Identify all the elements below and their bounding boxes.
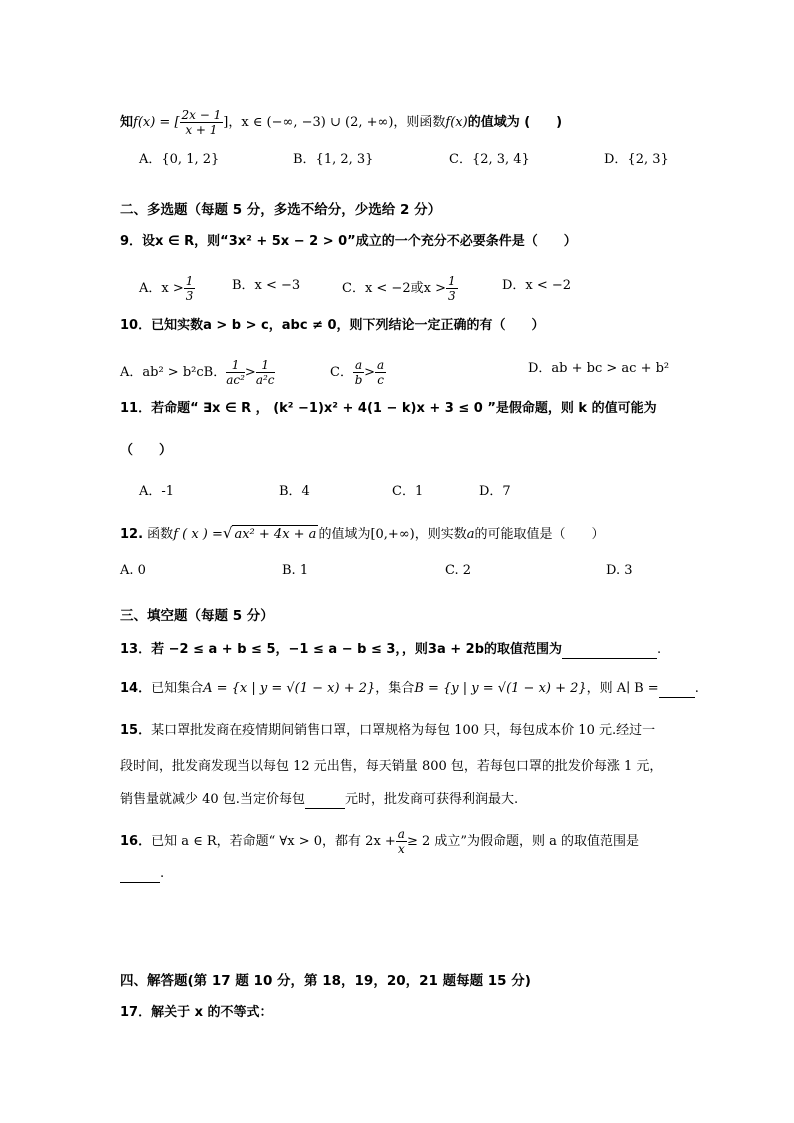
q10-option-c — [330, 358, 386, 387]
q9-option-a-fraction — [184, 274, 196, 303]
q16-fraction — [396, 827, 407, 856]
q10-option-a: A．ab² > b²c — [120, 365, 204, 380]
q12-mid: 的值域为 — [318, 527, 371, 542]
q13-line — [120, 640, 661, 659]
q15-line3-b: 元时，批发商可获得利润最大. — [344, 792, 519, 807]
q12-line — [120, 524, 605, 544]
q8-func-lhs: f(x) = [ — [133, 115, 180, 130]
q16-post: ≥ 2 成立”为假命题，则 a 的取值范围是 — [406, 834, 640, 849]
q10-line — [120, 317, 545, 335]
q10-number: 10． — [120, 318, 152, 333]
q14-number: 14． — [120, 681, 152, 696]
q9-option-c — [342, 274, 458, 303]
q17-text: 解关于 x 的不等式： — [151, 1005, 273, 1020]
q9-line — [120, 233, 577, 251]
q8-frac-den: x + 1 — [185, 123, 218, 137]
q10-b-frac1 — [226, 358, 245, 387]
q15-line-1 — [120, 722, 655, 740]
q10-b-frac1-num: 1 — [226, 358, 245, 373]
q8-frac-num: 2x − 1 — [181, 108, 222, 122]
q12-option-a: A. 0 — [120, 563, 146, 578]
q14-post: ，则 A∣ B = — [586, 681, 659, 696]
q13-answer-blank — [562, 640, 657, 659]
q16-frac-den: x — [397, 842, 405, 856]
q11-option-a: A．-1 — [139, 484, 175, 499]
q14-line — [120, 679, 699, 698]
q12-post: ，则实数 — [414, 527, 467, 542]
q10-c-gt: > — [364, 365, 376, 380]
q8-fraction — [180, 108, 224, 137]
q13-text: 若 −2 ≤ a + b ≤ 5，−1 ≤ a − b ≤ 3，，则3a + 2b的取值范围为 — [151, 642, 563, 657]
q16-pre: 已知 a ∈ R，若命题“ ∀x > 0，都有 2x + — [151, 834, 396, 849]
q16-number: 16． — [120, 834, 152, 849]
section-3-heading: 三、填空题（每题 5 分） — [120, 608, 274, 624]
q9-option-d: D．x < −2 — [502, 278, 572, 293]
q14-pre: 已知集合 — [151, 681, 204, 696]
q12-option-b: B. 1 — [282, 563, 309, 578]
q14-end: . — [694, 681, 699, 696]
q9-a-frac-den: 3 — [185, 289, 194, 303]
q11-line — [120, 400, 657, 418]
q16-line — [120, 827, 639, 856]
q12-option-c: C. 2 — [445, 563, 472, 578]
q11-text: 若命题“ ∃x ∈ R ， (k² −1)x² + 4(1 − k)x + 3 ≤ 0 ”是假命题，则 k 的值可能为 — [151, 401, 657, 416]
q16-answer-blank — [120, 864, 160, 883]
q12-range: [0,+∞) — [370, 527, 415, 542]
q12-sqrt-body: ax² + 4x + a — [234, 527, 317, 542]
q15-line3-a: 销售量就减少 40 包.当定价每包 — [120, 792, 305, 807]
q9-option-b: B．x < −3 — [232, 278, 301, 293]
q9-text: 设x ∈ R，则“3x² + 5x − 2 > 0”成立的一个充分不必要条件是（ ） — [142, 234, 577, 249]
q8-option-a: A．{0, 1, 2} — [139, 152, 220, 167]
q15-line-2: 段时间，批发商发现当以每包 12 元出售，每天销量 800 包，若每包口罩的批发价每涨 1 元， — [120, 759, 663, 774]
q10-option-b-label: B． — [203, 365, 227, 380]
q8-prefix: 知 — [120, 115, 134, 130]
q16-blank-line — [120, 864, 164, 883]
q16-end: . — [160, 866, 165, 881]
q10-c-frac2-num: a — [377, 358, 385, 372]
q15-answer-blank — [305, 790, 345, 809]
q11-option-c: C．1 — [392, 484, 424, 499]
section-4-heading: 四、解答题(第 17 题 10 分，第 18，19，20，21 题每题 15 分) — [120, 973, 531, 989]
q8-option-d: D．{2, 3} — [604, 152, 669, 167]
q11-answer-paren: （ ） — [120, 443, 173, 458]
q12-pre: 函数 — [147, 527, 174, 542]
q10-text: 已知实数a > b > c，abc ≠ 0，则下列结论一定正确的有（ ） — [151, 318, 545, 333]
section-2-heading: 二、多选题（每题 5 分，多选不给分，少选给 2 分） — [120, 202, 442, 218]
q14-set-b: B = {y | y = √(1 − x) + 2} — [414, 681, 587, 696]
q13-end: . — [657, 642, 662, 657]
q9-option-c-fraction — [446, 274, 458, 303]
q17-line — [120, 1004, 273, 1022]
q15-line1-text: 某口罩批发商在疫情期间销售口罩，口罩规格为每包 100 只，每包成本价 10 元.经过一 — [151, 723, 656, 738]
q10-b-frac2 — [256, 358, 275, 387]
q11-number: 11． — [120, 401, 152, 416]
q10-b-frac2-num: 1 — [256, 358, 275, 373]
q10-b-gt: > — [244, 365, 256, 380]
q9-number: 9． — [120, 234, 143, 249]
q10-c-frac2 — [375, 358, 386, 387]
q8-option-c: C．{2, 3, 4} — [449, 152, 530, 167]
q9-option-c-text: C．x < −2或x > — [342, 281, 446, 296]
q10-c-frac1-den: b — [354, 373, 363, 387]
q16-frac-num: a — [397, 827, 405, 841]
q11-option-b: B．4 — [279, 484, 310, 499]
q10-options-ab — [120, 358, 275, 387]
q12-sqrt-sign: √ — [222, 524, 233, 542]
q8-line — [120, 108, 562, 137]
q15-line-3 — [120, 790, 518, 809]
q9-c-frac-num: 1 — [447, 274, 456, 288]
q10-option-d: D．ab + bc > ac + b² — [528, 361, 670, 376]
q9-c-frac-den: 3 — [447, 289, 456, 303]
q13-number: 13． — [120, 642, 152, 657]
q14-answer-blank — [659, 679, 695, 698]
q12-number: 12. — [120, 527, 144, 542]
q8-option-b: B．{1, 2, 3} — [293, 152, 374, 167]
q10-c-frac1-num: a — [354, 358, 363, 372]
q17-number: 17． — [120, 1005, 152, 1020]
q8-func2: f(x) — [445, 115, 468, 130]
q10-option-c-label: C． — [330, 365, 353, 380]
q10-c-frac1 — [353, 358, 364, 387]
q12-tail: 的可能取值是（ ） — [474, 527, 605, 542]
q10-b-frac2-den: a²c — [255, 373, 275, 387]
q10-c-frac2-den: c — [377, 373, 384, 387]
q14-set-a: A = {x | y = √(1 − x) + 2} — [203, 681, 376, 696]
q11-option-d: D．7 — [479, 484, 511, 499]
q8-func-rhs: ]，x ∈ (−∞, −3) ∪ (2, +∞)，则函数 — [223, 115, 446, 130]
q10-b-frac1-den: ac² — [226, 373, 245, 387]
q8-tail: 的值域为 ( ) — [467, 115, 563, 130]
q9-option-a-text: A．x > — [139, 281, 184, 296]
q12-var: a — [466, 527, 475, 542]
q9-a-frac-num: 1 — [185, 274, 194, 288]
q12-fx: f ( x ) = — [173, 527, 223, 542]
q12-option-d: D. 3 — [606, 563, 633, 578]
q15-number: 15． — [120, 723, 152, 738]
q14-mid: ，集合 — [375, 681, 415, 696]
q9-option-a — [139, 274, 195, 303]
